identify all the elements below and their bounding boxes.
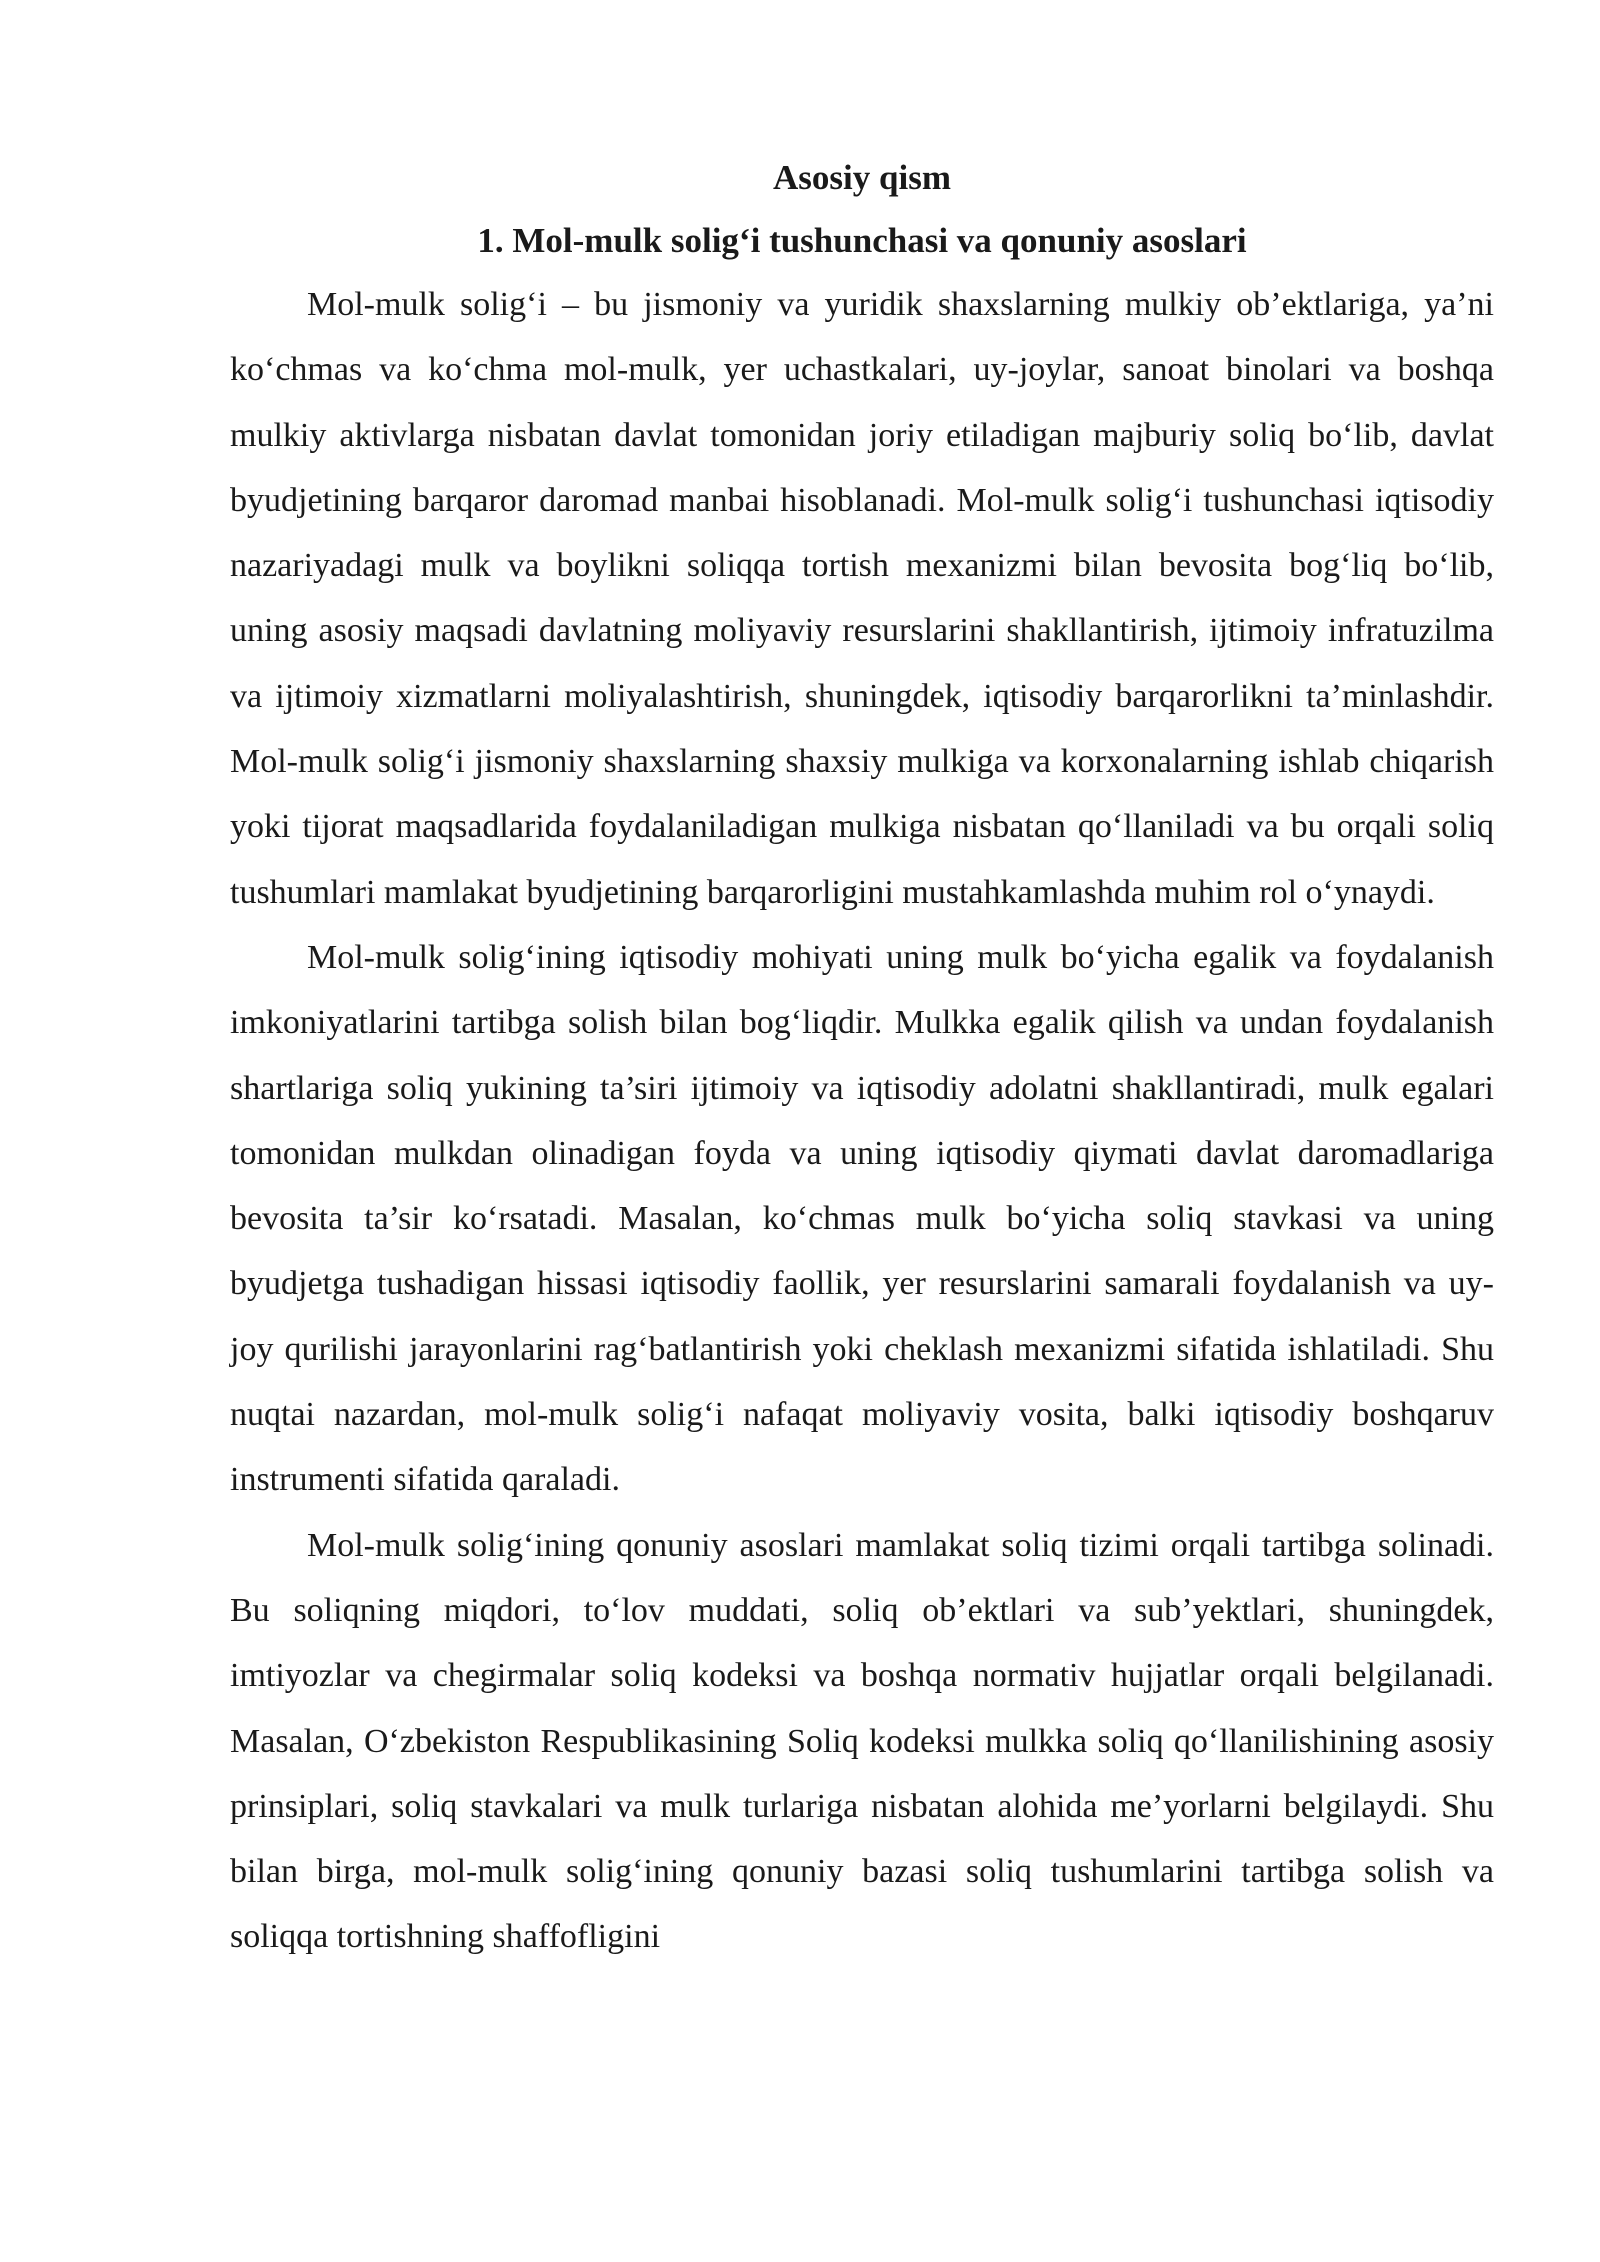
body-paragraph-2: Mol-mulk solig‘ining iqtisodiy mohiyati uning mulk bo‘yicha egalik va foydalanish imkoniyatlarini tartibga solish bilan bog‘liqdir. Mulkka egalik qilish va undan foydalanish shartlariga soliq yukining ta’siri ijtimoiy va iqtisodiy adolatni shakllantiradi, mulk egalari tomonidan mulkdan olinadigan foyda va uning iqtisodiy qiymati davlat daromadlariga bevosita ta’sir ko‘rsatadi. Masalan, ko‘chmas mulk bo‘yicha soliq stavkasi va uning byudjetga tushadigan hissasi iqtisodiy faollik, yer resurslarini samarali foydalanish va uy-joy qurilishi jarayonlarini rag‘batlantirish yoki cheklash mexanizmi sifatida ishlatiladi. Shu nuqtai nazardan, mol-mulk solig‘i nafaqat moliyaviy vosita, balki iqtisodiy boshqaruv instrumenti sifatida qaraladi. (230, 938, 1494, 1499)
section-title: Asosiy qism (773, 158, 951, 197)
subsection-title: 1. Mol-mulk solig‘i tushunchasi va qonuniy asoslari (477, 221, 1247, 260)
body-paragraph-1: Mol-mulk solig‘i – bu jismoniy va yuridik shaxslarning mulkiy ob’ektlariga, ya’ni ko‘chmas va ko‘chma mol-mulk, yer uchastkalari, uy-joylar, sanoat binolari va boshqa mulkiy aktivlarga nisbatan davlat tomonidan joriy etiladigan majburiy soliq bo‘lib, davlat byudjetining barqaror daromad manbai hisoblanadi. Mol-mulk solig‘i tushunchasi iqtisodiy nazariyadagi mulk va boylikni soliqqa tortish mexanizmi bilan bevosita bog‘liq bo‘lib, uning asosiy maqsadi davlatning moliyaviy resurslarini shakllantirish, ijtimoiy infratuzilma va ijtimoiy xizmatlarni moliyalashtirish, shuningdek, iqtisodiy barqarorlikni ta’minlashdir. Mol-mulk solig‘i jismoniy shaxslarning shaxsiy mulkiga va korxonalarning ishlab chiqarish yoki tijorat maqsadlarida foydalaniladigan mulkiga nisbatan qo‘llaniladi va bu orqali soliq tushumlari mamlakat byudjetining barqarorligini mustahkamlashda muhim rol o‘ynaydi. (230, 286, 1494, 911)
page-content (230, 146, 1494, 1970)
body-paragraph-3: Mol-mulk solig‘ining qonuniy asoslari mamlakat soliq tizimi orqali tartibga solinadi. Bu soliqning miqdori, to‘lov muddati, soliq ob’ektlari va sub’yektlari, shuningdek, imtiyozlar va chegirmalar soliq kodeksi va boshqa normativ hujjatlar orqali belgilanadi. Masalan, O‘zbekiston Respublikasining Soliq kodeksi mulkka soliq qo‘llanilishining asosiy prinsiplari, soliq stavkalari va mulk turlariga nisbatan alohida me’yorlarni belgilaydi. Shu bilan birga, mol-mulk solig‘ining qonuniy bazasi soliq tushumlarini tartibga solish va soliqqa tortishning shaffofligini (230, 1526, 1494, 1956)
